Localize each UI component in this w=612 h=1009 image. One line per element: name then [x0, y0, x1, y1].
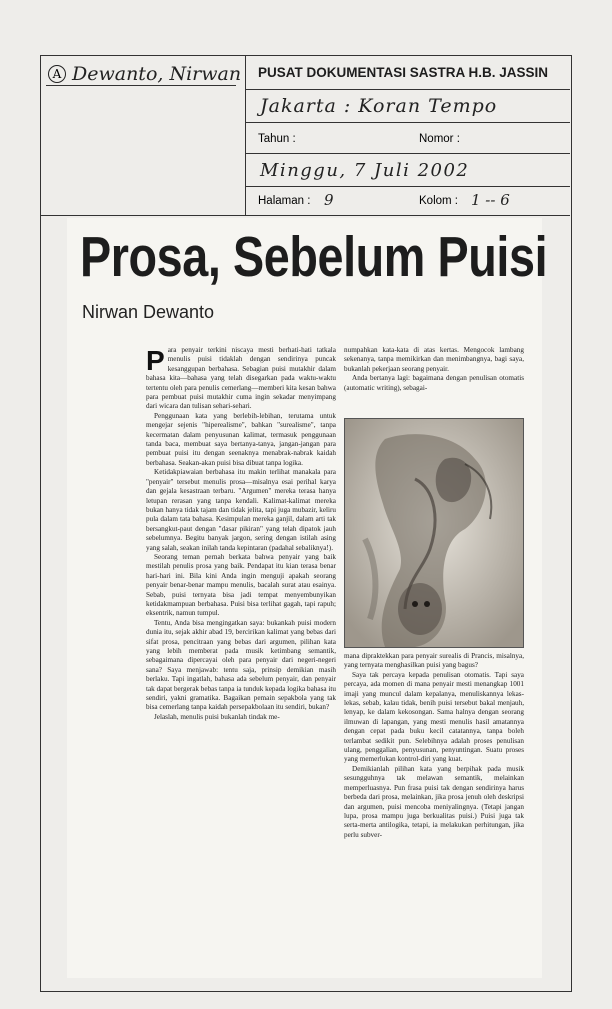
author-line	[48, 63, 241, 85]
tahun-nomor-row	[246, 123, 570, 154]
author-circle-label: A	[48, 65, 66, 83]
paragraph: numpahkan kata-kata di atas kertas. Mengocok lambang sekenanya, tanpa memikirkan dan menimbangnya, bagi saya, bukanlah pekerjaan seorang penyair.	[344, 346, 524, 373]
paragraph: Ketidakpiawaian berbahasa itu makin terlihat manakala para "penyair" tersebut menulis prosa—misalnya esai perihal karya dan gejala kesastraan terbaru. "Argumen" mereka terasa hanya letupan rerasan yang tanpa kendali. Kalimat-kalimat mereka bukan hanya tidak tajam dan tidak jelita, tapi juga mubazir, keliru pula dalam tata bahasa. Kesimpulan mereka ganjil, dalam arti tak bersangkut-paut dengan "dasar pikiran" yang telah dipatok jauh sebelumnya. Begitu banyak jargon, sering dengan istilah asing yang salah, seakan inilah tanda kepintaran (padahal sebaliknya!).	[146, 468, 336, 552]
date-row	[246, 154, 570, 187]
header-divider	[40, 215, 570, 216]
halaman-kolom-row	[246, 187, 570, 216]
paragraph: ara penyair terkini niscaya mesti berhati-hati tatkala menulis puisi tidaklah dengan sendirinya puncak kesanggupan berbahasa. Sebagian puisi mutakhir dalam bahasa kita—bahasa yang telah disegarkan pada waktu-waktu tertentu oleh para penulis cemerlang—memberi kita kesan bahwa para pembuat puisi mutakhir cuma ingin sekadar menyimpang dari wicara dan tulisan sehari-sehari.	[146, 346, 336, 411]
surreal-figure-drawing	[345, 419, 523, 647]
institution-row	[246, 55, 570, 90]
article-illustration	[344, 418, 524, 648]
source-text: Jakarta : Koran Tempo	[260, 95, 498, 117]
author-name: Dewanto, Nirwan	[72, 63, 242, 85]
article-column-1	[146, 346, 336, 972]
paragraph: mana dipraktekkan para penyair surealis di Prancis, misalnya, yang ternyata menghasilkan puisi yang bagus?	[344, 652, 524, 670]
nomor-label: Nomor :	[419, 133, 460, 145]
paragraph: Demikianlah pilihan kata yang berpihak pada musik sesungguhnya tak melawan semantik, melainkan memperluasnya. Pun frasa puisi tak dengan sendirinya harus berbeda dari prosa, melainkan, jika prosa jenuh oleh deskripsi dan argumen, puisi mencoba meniyalingnya. (Tetapi jangan lupa, prosa mampu juga berkualitas puisi.) Puisi juga tak serta-merta antilogika, tetapi, ia melakukan perhitungan, jika perlu subver-	[344, 764, 524, 839]
paragraph: Penggunaan kata yang berlebih-lebihan, terutama untuk mengejar sejenis "hiperealisme", bahkan "surealisme", tanpa kecermatan dalam penyusunan kalimat, termasuk penggunaan tanda baca, membuat saya bertanya-tanya, jangan-jangan para pembuat puisi itu dengan seenaknya menabrak-nabrak kaidah berbahasa. Seakan-akan puisi bisa dibuat tanpa logika.	[146, 411, 336, 467]
date-text: Minggu, 7 Juli 2002	[260, 160, 470, 181]
paragraph: Anda bertanya lagi: bagaimana dengan penulisan otomatis (automatic writing), sebagai-	[344, 374, 524, 392]
article-byline: Nirwan Dewanto	[82, 302, 215, 322]
kolom-value: 1 -- 6	[471, 191, 510, 209]
halaman-label: Halaman :	[258, 195, 311, 207]
source-row	[246, 90, 570, 123]
author-underline	[46, 85, 236, 86]
author-box	[40, 55, 246, 215]
kolom-label: Kolom :	[419, 195, 458, 207]
tahun-label: Tahun :	[258, 133, 296, 145]
article-dropcap: P	[146, 346, 165, 376]
article-column-2-bottom	[344, 652, 524, 972]
halaman-value: 9	[324, 191, 334, 209]
paragraph: Seorang teman pernah berkata bahwa penyair yang baik mestilah penulis prosa yang baik. Pendapat itu kian terasa benar hari-hari ini. Bila kini Anda ingin menguji apakah seorang penyair benar-benar mampu menulis, bacalah surat atau esainya. Sebab, puisi ternyata bisa jadi tempat menyembunyikan ketidakmampuan berbahasa. Puisi bisa terlihat gagah, tapi rapuh; eksentrik, namun tumpul.	[146, 552, 336, 618]
paragraph: Jelaslah, menulis puisi bukanlah tindak me-	[154, 712, 280, 721]
institution-name: PUSAT DOKUMENTASI SASTRA H.B. JASSIN	[258, 65, 549, 80]
paragraph: Tentu, Anda bisa mengingatkan saya: bukankah puisi modern dunia itu, sejak akhir abad 19, bercirikan kalimat yang bebas dari sifat prosa, pencitraan yang bebas dari argumen, pilihan kata yang lebih memberat pada musik ketimbang semantik, sebagaimana dipercayai oleh para penyair dari negeri-negeri sana? Saya menjawab: tentu saja, prinsip demikian masih berlaku. Tapi ingatlah, bahasa ada sebelum penyair, dan penyair tak dapat bergerak bebas tanpa ia tunduk kepada logika bahasa itu sendiri, yakni gramatika. Bagaikan pemain sepakbola yang tak bisa cemerlang tanpa kaidah persepakbolaan itu sendiri, bukan?	[146, 618, 336, 712]
article-headline: Prosa, Sebelum Puisi	[80, 225, 548, 289]
article-column-2-top	[344, 346, 524, 414]
paragraph: Saya tak percaya kepada penulisan otomatis. Tapi saya percaya, ada momen di mana penyair mesti menangkap 1001 imaji yang muncul dalam kepalanya, menuliskannya lekas-lekas, sebab, kalau tidak, benih puisi tersebut bakal menjauh, lenyap, ke dalam kekosongan. Sama halnya dengan seorang ilmuwan di lapangan, yang mesti menulis hasil amatannya dengan cepat pada buku kecil catatannya, tanpa boleh terlambat sedikit pun. Selebihnya adalah proses penulisan ulang, penggalian, penyusunan, penyuntingan. Suatu proses yang memerlukan kontrol-diri yang kuat.	[344, 670, 524, 764]
